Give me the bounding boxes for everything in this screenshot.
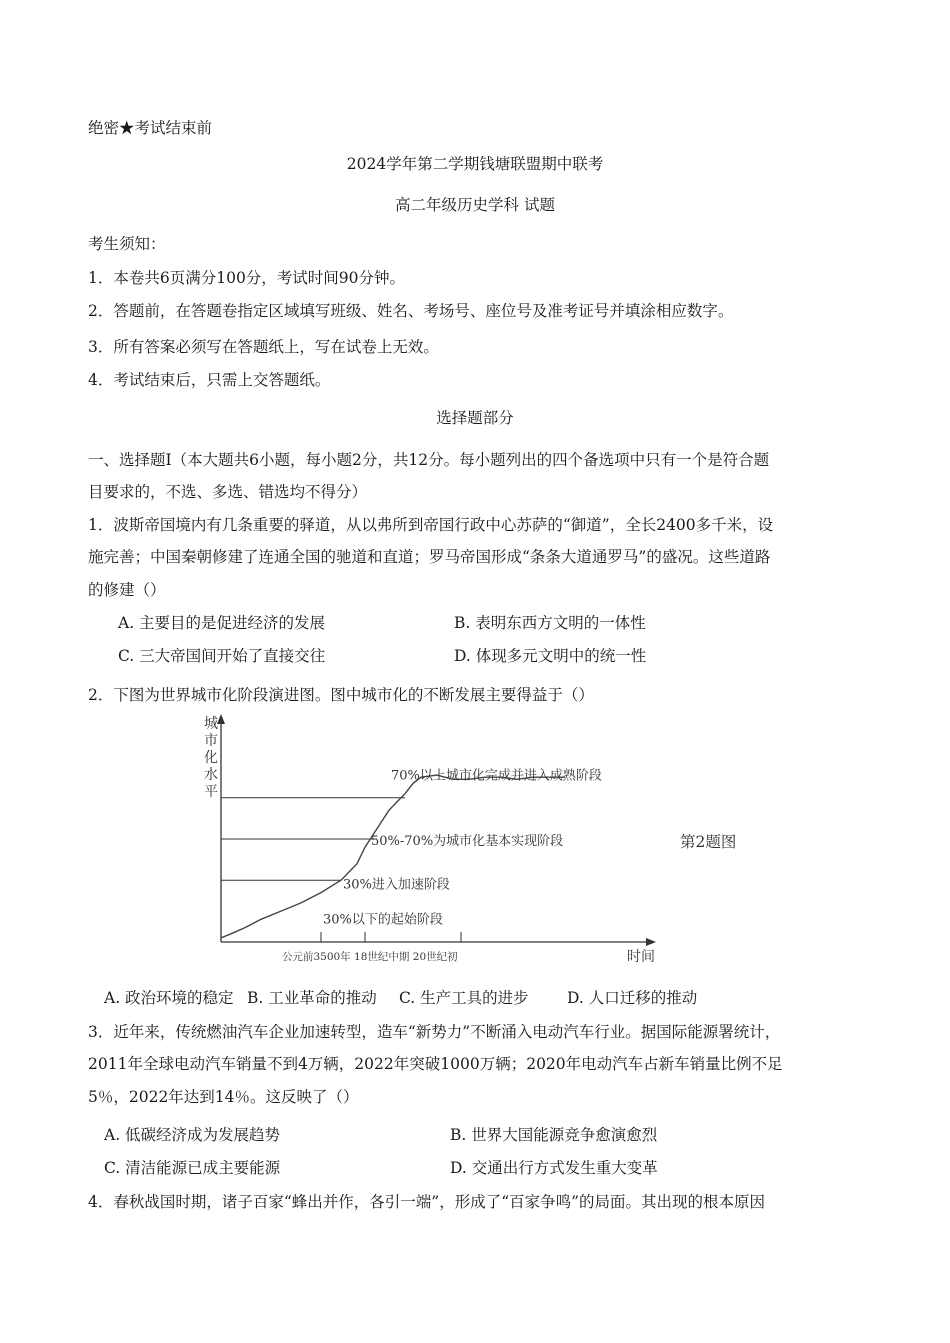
notice-item: 1．本卷共6页满分100分，考试时间90分钟。 — [88, 269, 406, 287]
figure-label: 第2题图 — [680, 833, 737, 851]
section-intro: 目要求的，不选、多选、错选均不得分） — [88, 483, 368, 501]
question-1-text: 的修建（） — [88, 581, 166, 599]
notice-item: 3．所有答案必须写在答题纸上，写在试卷上无效。 — [88, 338, 439, 356]
notice-item: 4．考试结束后，只需上交答题纸。 — [88, 371, 331, 389]
notice-heading: 考生须知： — [88, 235, 166, 253]
section-title: 选择题部分 — [436, 409, 514, 427]
stage-label: 70%以上城市化完成并进入成熟阶段 — [391, 768, 602, 784]
question-3-option-d: D. 交通出行方式发生重大变革 — [450, 1159, 658, 1177]
question-1-option-c: C. 三大帝国间开始了直接交往 — [118, 647, 326, 665]
chart-x-arrow — [646, 938, 656, 946]
question-1-option-b: B. 表明东西方文明的一体性 — [454, 614, 646, 632]
chart-y-arrow — [217, 714, 225, 724]
question-1-text: 施完善；中国秦朝修建了连通全国的驰道和直道；罗马帝国形成“条条大道通罗马”的盛况。这些道路 — [88, 548, 771, 566]
question-3-text: 3．近年来，传统燃油汽车企业加速转型，造车“新势力”不断涌入电动汽车行业。据国际能源署统计， — [88, 1023, 781, 1041]
question-2-option-c: C. 生产工具的进步 — [399, 989, 529, 1007]
question-1-option-a: A. 主要目的是促进经济的发展 — [118, 614, 326, 632]
notice-item: 2．答题前，在答题卷指定区域填写班级、姓名、考场号、座位号及准考证号并填涂相应数字。 — [88, 302, 734, 320]
question-1-text: 1．波斯帝国境内有几条重要的驿道，从以弗所到帝国行政中心苏萨的“御道”，全长2400多千米，设 — [88, 516, 774, 534]
question-2-option-d: D. 人口迁移的推动 — [567, 989, 698, 1007]
stage-label: 30%进入加速阶段 — [343, 877, 450, 893]
confidential-mark: 绝密★考试结束前 — [88, 119, 213, 137]
stage-label: 30%以下的起始阶段 — [323, 912, 443, 928]
question-1-option-d: D. 体现多元文明中的统一性 — [454, 647, 647, 665]
chart-xlabel: 时间 — [627, 949, 655, 965]
question-2-option-b: B. 工业革命的推动 — [247, 989, 377, 1007]
question-3-text: 5％，2022年达到14％。这反映了（） — [88, 1088, 359, 1106]
urbanization-chart — [180, 712, 780, 974]
question-3-option-b: B. 世界大国能源竞争愈演愈烈 — [450, 1126, 658, 1144]
question-3-option-c: C. 清洁能源已成主要能源 — [104, 1159, 281, 1177]
question-3-text: 2011年全球电动汽车销量不到4万辆，2022年突破1000万辆；2020年电动汽车占新车销量比例不足 — [88, 1055, 783, 1073]
chart-ylabel: 城市化水平 — [204, 716, 218, 800]
stage-label: 50%-70%为城市化基本实现阶段 — [371, 834, 564, 850]
question-2-option-a: A. 政治环境的稳定 — [104, 989, 234, 1007]
section-intro: 一、选择题Ⅰ（本大题共6小题，每小题2分，共12分。每小题列出的四个备选项中只有一个是符合题 — [88, 451, 770, 469]
exam-title: 2024学年第二学期钱塘联盟期中联考 — [346, 155, 604, 173]
question-2-text: 2．下图为世界城市化阶段演进图。图中城市化的不断发展主要得益于（） — [88, 686, 594, 704]
subject-title: 高二年级历史学科 试题 — [395, 196, 555, 214]
question-4-text: 4．春秋战国时期，诸子百家“蜂出并作，各引一端”，形成了“百家争鸣”的局面。其出现的根本原因 — [88, 1193, 766, 1211]
x-tick-labels: 公元前3500年 18世纪中期 20世纪初 — [282, 951, 458, 963]
question-3-option-a: A. 低碳经济成为发展趋势 — [104, 1126, 281, 1144]
